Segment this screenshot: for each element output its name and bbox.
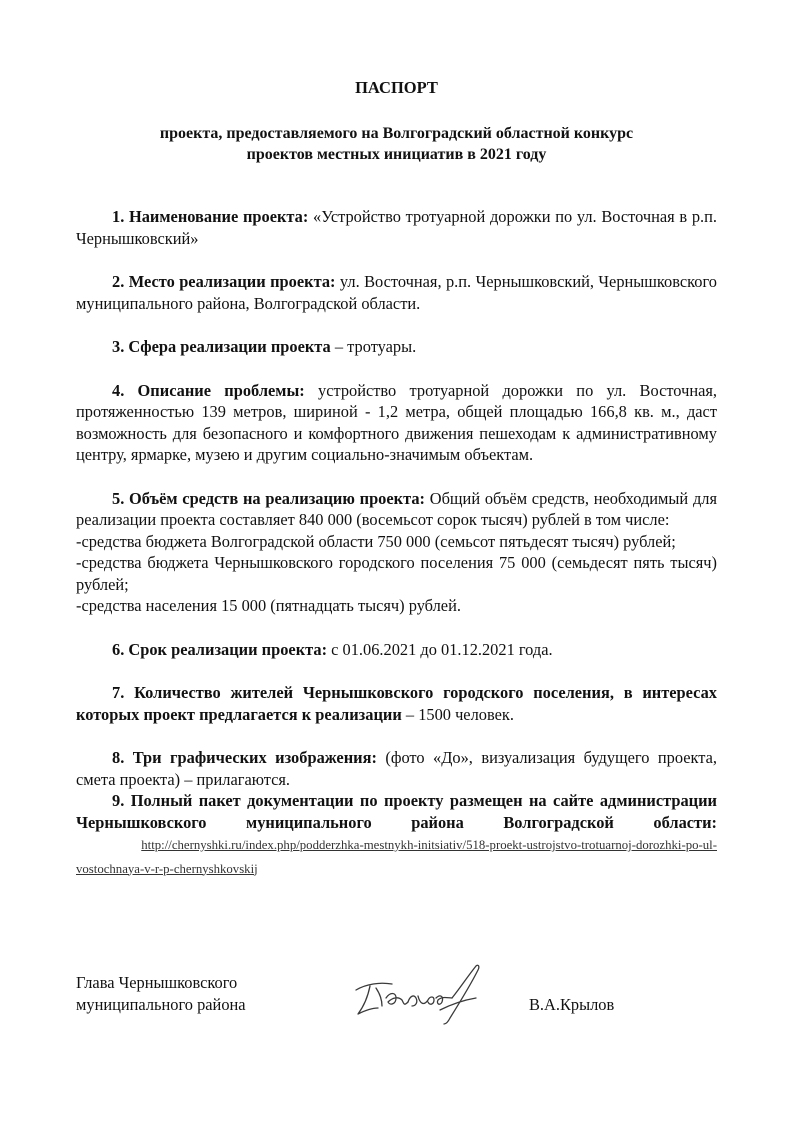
documentation-link[interactable]: http://chernyshki.ru/index.php/podderzhka-mestnykh-initsiativ/518-proekt-ustrojstvo-trotuarnoj-dorozhki-po-ul-vostochnaya-v-r-p-chernyshkovskij [76, 838, 717, 876]
section-4-problem [76, 380, 717, 466]
section-2-label: 2. Место реализации проекта: [112, 272, 336, 291]
section-3-sphere [76, 336, 717, 358]
section-6-text: с 01.06.2021 до 01.12.2021 года. [327, 639, 553, 659]
section-7-residents [76, 682, 717, 725]
section-3-text: – тротуары. [330, 337, 417, 356]
signer-name: В.А.Крылов [529, 994, 615, 1014]
subtitle-line-2: проектов местных инициатив в 2021 году [246, 146, 547, 163]
section-4-text: устройство тротуарной дорожки по ул. Восточная, протяженностью 139 метров, шириной - 1,2 метра, общей площадью 166,8 кв. м., даст возможность для безопасного и комфортного движения пешеходам к административному центру, ярмарке, музею и другим социально-значимым объектам. [76, 380, 718, 464]
section-5-funding [76, 488, 717, 531]
document-body [76, 206, 717, 880]
section-1-project-name [76, 206, 717, 249]
document-title: ПАСПОРТ [355, 78, 438, 97]
section-6-term [76, 639, 717, 661]
section-5-item-population: -средства населения 15 000 (пятнадцать тысяч) рублей. [76, 596, 461, 615]
subtitle-line-1: проекта, предоставляемого на Волгоградский областной конкурс [159, 125, 634, 142]
signer-position-line-1: Глава Чернышковского [76, 973, 238, 992]
section-4-label: 4. Описание проблемы: [112, 380, 305, 400]
section-1-text: «Устройство тротуарной дорожки по ул. Восточная в р.п. Чернышковский» [76, 207, 717, 248]
section-9-label: 9. Полный пакет документации по проекту размещен на сайте администрации Чернышковского муниципального района Волгоградской области: [76, 791, 717, 832]
section-5-item-regional: -средства бюджета Волгоградской области 750 000 (семьсот пятьдесят тысяч) рублей; [76, 531, 676, 551]
handwritten-signature [352, 958, 492, 1028]
section-1-label: 1. Наименование проекта: [112, 207, 309, 226]
section-5-item-local: -средства бюджета Чернышковского городского поселения 75 000 (семьдесят пять тысяч) рублей; [76, 553, 717, 594]
section-8-images [76, 747, 717, 790]
section-7-label: 7. Количество жителей Чернышковского городского поселения, в интересах которых проект предлагается к реализации [76, 683, 717, 724]
section-5-text: Общий объём средств, необходимый для реализации проекта составляет 840 000 (восемьсот сорок тысяч) рублей в том числе: [76, 488, 717, 529]
section-2-text: ул. Восточная, р.п. Чернышковский, Чернышковского муниципального района, Волгоградской области. [76, 272, 717, 313]
section-3-label: 3. Сфера реализации проекта [112, 337, 331, 356]
section-8-label: 8. Три графических изображения: [112, 748, 377, 767]
section-5-label: 5. Объём средств на реализацию проекта: [112, 488, 426, 508]
section-6-label: 6. Срок реализации проекта: [112, 639, 328, 659]
section-2-location [76, 271, 717, 314]
section-8-text: (фото «До», визуализация будущего проекта, смета проекта) – прилагаются. [76, 748, 717, 789]
document-subtitle [60, 123, 733, 165]
section-9-documentation [76, 790, 717, 880]
section-7-text: – 1500 человек. [401, 704, 514, 724]
signer-position-line-2: муниципального района [76, 994, 246, 1014]
